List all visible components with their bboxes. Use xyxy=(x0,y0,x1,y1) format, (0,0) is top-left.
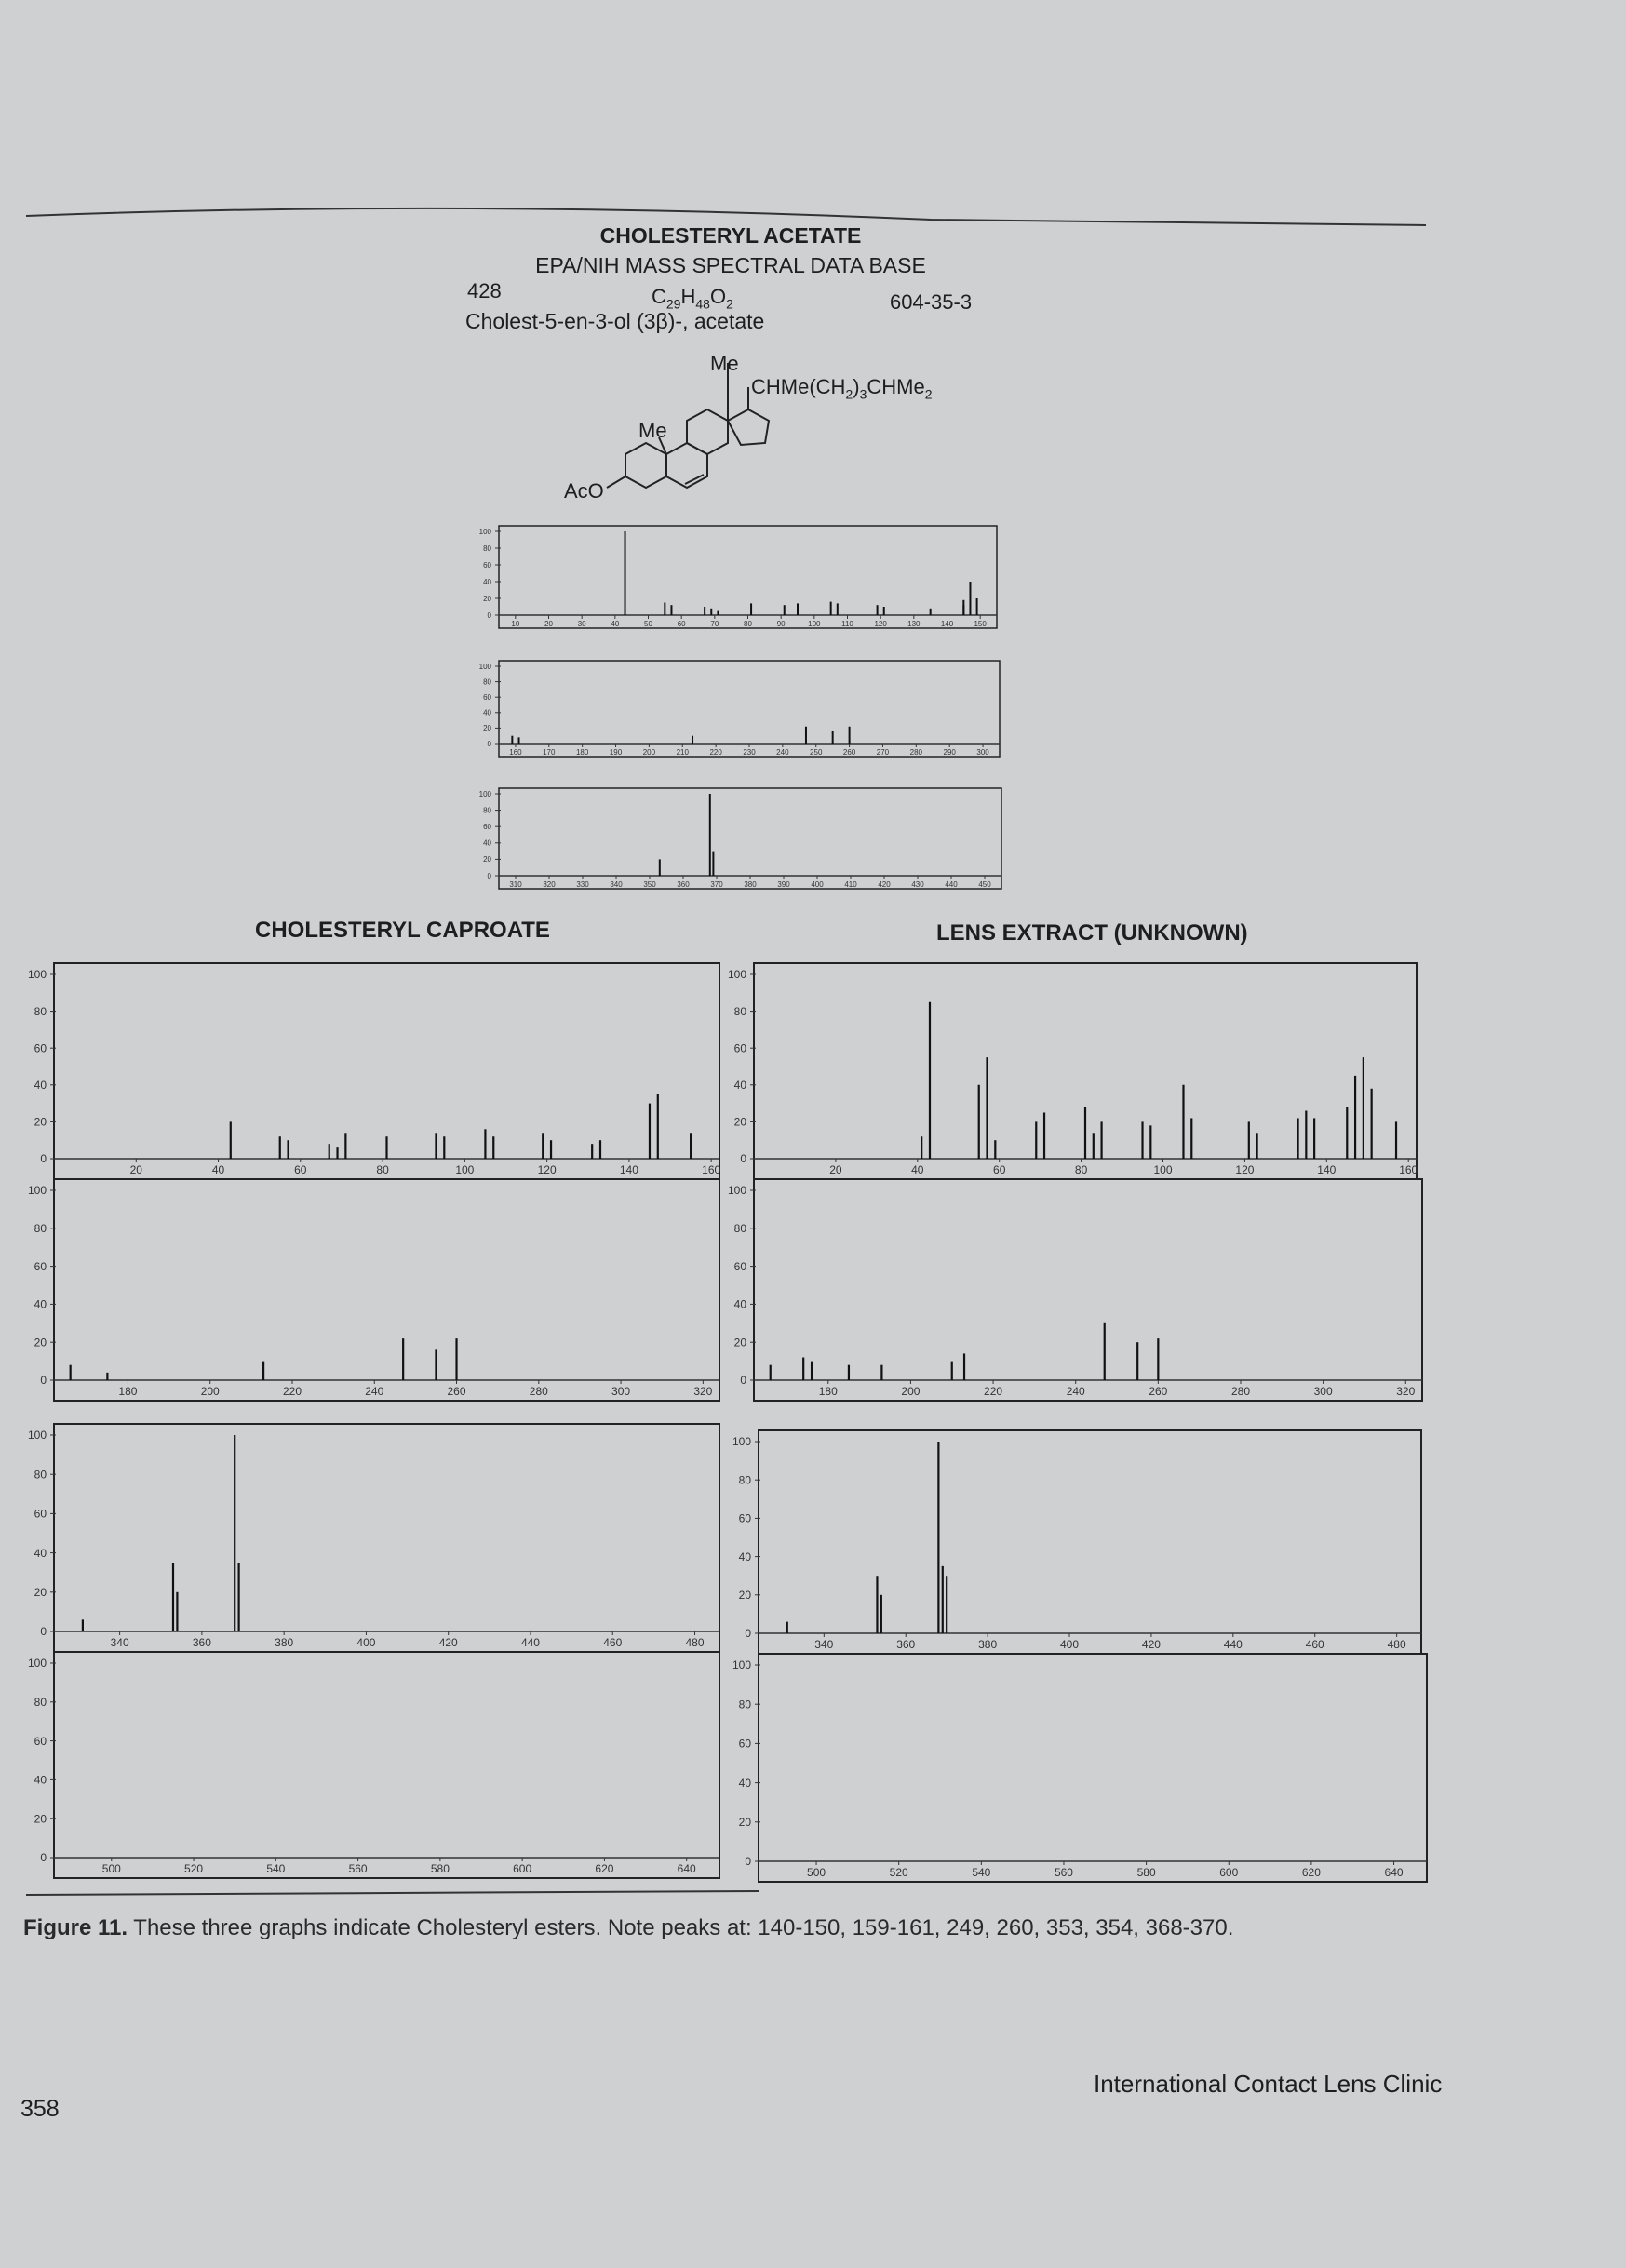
panel-frame xyxy=(54,1424,719,1652)
y-tick-label: 0 xyxy=(40,1152,47,1166)
x-tick-label: 220 xyxy=(984,1385,1003,1398)
panel-frame xyxy=(499,526,997,628)
bottom-rule xyxy=(0,1885,838,1903)
x-tick-label: 160 xyxy=(1399,1163,1418,1176)
x-tick-label: 360 xyxy=(896,1638,916,1651)
lens-title: LENS EXTRACT (UNKNOWN) xyxy=(936,920,1248,946)
caproate-spectrum-upper xyxy=(27,959,749,1410)
x-tick-label: 440 xyxy=(520,1636,540,1649)
structure-me-ring: Me xyxy=(638,419,667,442)
y-tick-label: 100 xyxy=(732,1435,751,1449)
x-tick-label: 400 xyxy=(811,880,824,889)
x-tick-label: 370 xyxy=(710,880,723,889)
x-tick-label: 420 xyxy=(438,1636,458,1649)
x-tick-label: 390 xyxy=(777,880,790,889)
y-tick-label: 80 xyxy=(738,1473,751,1487)
x-tick-label: 200 xyxy=(200,1385,220,1398)
panel-frame xyxy=(499,788,1001,889)
x-tick-label: 20 xyxy=(544,620,553,628)
y-tick-label: 0 xyxy=(745,1855,751,1869)
y-tick-label: 40 xyxy=(733,1079,746,1092)
x-tick-label: 620 xyxy=(1301,1866,1321,1879)
panel-frame xyxy=(759,1430,1421,1654)
lens-spectrum-upper xyxy=(727,959,1433,1410)
y-tick-label: 40 xyxy=(34,1546,47,1560)
y-tick-label: 20 xyxy=(483,724,491,733)
x-tick-label: 320 xyxy=(1396,1385,1416,1398)
compound-title: CHOLESTERYL ACETATE xyxy=(599,223,862,248)
y-tick-label: 60 xyxy=(733,1259,746,1273)
acetate-spectrum xyxy=(465,507,1024,898)
y-tick-label: 80 xyxy=(34,1004,47,1018)
x-tick-label: 240 xyxy=(365,1385,384,1398)
x-tick-label: 180 xyxy=(818,1385,838,1398)
x-tick-label: 400 xyxy=(356,1636,376,1649)
x-tick-label: 120 xyxy=(874,620,887,628)
y-tick-label: 20 xyxy=(34,1115,47,1129)
x-tick-label: 300 xyxy=(1313,1385,1333,1398)
y-tick-label: 80 xyxy=(34,1696,47,1709)
panel-frame xyxy=(759,1654,1427,1882)
y-tick-label: 60 xyxy=(483,823,491,831)
y-tick-label: 100 xyxy=(27,1429,47,1443)
x-tick-label: 180 xyxy=(118,1385,138,1398)
x-tick-label: 280 xyxy=(1230,1385,1251,1398)
x-tick-label: 180 xyxy=(575,748,589,757)
y-tick-label: 60 xyxy=(34,1259,47,1273)
x-tick-label: 320 xyxy=(543,880,556,889)
caproate-title: CHOLESTERYL CAPROATE xyxy=(255,918,550,943)
y-tick-label: 40 xyxy=(733,1297,746,1311)
x-tick-label: 400 xyxy=(1060,1638,1080,1651)
x-tick-label: 60 xyxy=(294,1163,307,1176)
structure-aco: AcO xyxy=(564,479,604,503)
y-tick-label: 80 xyxy=(483,806,491,815)
x-tick-label: 340 xyxy=(110,1636,129,1649)
x-tick-label: 120 xyxy=(537,1163,557,1176)
x-tick-label: 620 xyxy=(595,1862,614,1875)
y-tick-label: 60 xyxy=(34,1507,47,1521)
x-tick-label: 640 xyxy=(1384,1866,1404,1879)
x-tick-label: 420 xyxy=(878,880,891,889)
x-tick-label: 440 xyxy=(1223,1638,1243,1651)
y-tick-label: 0 xyxy=(40,1625,47,1639)
y-tick-label: 80 xyxy=(738,1698,751,1711)
x-tick-label: 310 xyxy=(509,880,522,889)
lens-spectrum-lower xyxy=(732,1426,1438,1889)
x-tick-label: 40 xyxy=(211,1163,225,1176)
x-tick-label: 230 xyxy=(743,748,756,757)
y-tick-label: 80 xyxy=(34,1222,47,1235)
database-name: EPA/NIH MASS SPECTRAL DATA BASE xyxy=(535,253,926,277)
y-tick-label: 20 xyxy=(733,1335,746,1349)
y-tick-label: 40 xyxy=(738,1776,751,1790)
y-tick-label: 100 xyxy=(732,1658,751,1672)
y-tick-label: 100 xyxy=(27,1184,47,1198)
y-tick-label: 0 xyxy=(487,871,491,880)
y-tick-label: 40 xyxy=(483,708,491,718)
x-tick-label: 200 xyxy=(901,1385,921,1398)
x-tick-label: 270 xyxy=(876,748,890,757)
x-tick-label: 90 xyxy=(776,620,786,628)
x-tick-label: 280 xyxy=(909,748,923,757)
panel-frame xyxy=(754,1179,1422,1401)
x-tick-label: 240 xyxy=(776,748,789,757)
y-tick-label: 80 xyxy=(34,1468,47,1482)
panel-frame xyxy=(54,1179,719,1401)
x-tick-label: 640 xyxy=(677,1862,696,1875)
x-tick-label: 540 xyxy=(266,1862,286,1875)
panel-frame xyxy=(499,661,1000,757)
x-tick-label: 460 xyxy=(603,1636,623,1649)
entry-number: 428 xyxy=(467,279,502,302)
x-tick-label: 430 xyxy=(911,880,924,889)
y-tick-label: 60 xyxy=(483,693,491,702)
y-tick-label: 40 xyxy=(34,1297,47,1311)
x-tick-label: 140 xyxy=(1317,1163,1337,1176)
caption-text: These three graphs indicate Cholesteryl esters. Note peaks at: 140-150, 159-161, 249, 260, 353, 354, 368-370. xyxy=(133,1915,1234,1940)
y-tick-label: 20 xyxy=(738,1816,751,1829)
x-tick-label: 450 xyxy=(978,880,991,889)
x-tick-label: 580 xyxy=(430,1862,450,1875)
y-tick-label: 40 xyxy=(34,1079,47,1092)
x-tick-label: 150 xyxy=(974,620,987,628)
y-tick-label: 0 xyxy=(487,611,491,620)
x-tick-label: 480 xyxy=(685,1636,705,1649)
x-tick-label: 30 xyxy=(577,620,586,628)
y-tick-label: 100 xyxy=(478,789,491,798)
x-tick-label: 40 xyxy=(611,620,620,628)
x-tick-label: 120 xyxy=(1235,1163,1255,1176)
x-tick-label: 60 xyxy=(993,1163,1006,1176)
x-tick-label: 380 xyxy=(978,1638,998,1651)
x-tick-label: 340 xyxy=(814,1638,834,1651)
y-tick-label: 0 xyxy=(40,1374,47,1388)
x-tick-label: 70 xyxy=(710,620,719,628)
x-tick-label: 520 xyxy=(184,1862,204,1875)
journal-name: International Contact Lens Clinic xyxy=(1094,2070,1443,2098)
x-tick-label: 330 xyxy=(576,880,589,889)
y-tick-label: 40 xyxy=(738,1550,751,1563)
steroid-structure xyxy=(549,344,977,512)
y-tick-label: 20 xyxy=(34,1812,47,1826)
x-tick-label: 460 xyxy=(1305,1638,1324,1651)
y-tick-label: 60 xyxy=(34,1041,47,1055)
y-tick-label: 100 xyxy=(478,527,491,536)
x-tick-label: 210 xyxy=(676,748,689,757)
structure-me-top: Me xyxy=(710,352,739,375)
x-tick-label: 200 xyxy=(642,748,656,757)
y-tick-label: 80 xyxy=(483,544,491,553)
x-tick-label: 500 xyxy=(101,1862,121,1875)
x-tick-label: 600 xyxy=(1219,1866,1239,1879)
x-tick-label: 160 xyxy=(509,748,522,757)
molecular-formula: $C_{29}H_{48}O_2$ xyxy=(652,285,733,312)
y-tick-label: 80 xyxy=(733,1222,746,1235)
y-tick-label: 0 xyxy=(745,1627,751,1641)
y-tick-label: 0 xyxy=(487,739,491,748)
x-tick-label: 540 xyxy=(972,1866,991,1879)
x-tick-label: 100 xyxy=(455,1163,475,1176)
y-tick-label: 0 xyxy=(740,1374,746,1388)
x-tick-label: 40 xyxy=(911,1163,924,1176)
x-tick-label: 20 xyxy=(829,1163,842,1176)
x-tick-label: 170 xyxy=(543,748,556,757)
y-tick-label: 60 xyxy=(733,1041,746,1055)
y-tick-label: 80 xyxy=(483,678,491,687)
x-tick-label: 380 xyxy=(275,1636,294,1649)
y-tick-label: 40 xyxy=(483,839,491,848)
x-tick-label: 10 xyxy=(511,620,520,628)
page-number: 358 xyxy=(20,2096,60,2122)
y-tick-label: 100 xyxy=(727,1184,746,1198)
panel-frame xyxy=(54,1652,719,1878)
x-tick-label: 350 xyxy=(643,880,656,889)
x-tick-label: 80 xyxy=(744,620,752,628)
x-tick-label: 160 xyxy=(702,1163,721,1176)
x-tick-label: 140 xyxy=(619,1163,638,1176)
x-tick-label: 380 xyxy=(744,880,757,889)
x-tick-label: 320 xyxy=(693,1385,713,1398)
x-tick-label: 240 xyxy=(1066,1385,1085,1398)
x-tick-label: 560 xyxy=(1054,1866,1073,1879)
x-tick-label: 360 xyxy=(192,1636,211,1649)
x-tick-label: 260 xyxy=(447,1385,466,1398)
x-tick-label: 250 xyxy=(810,748,823,757)
x-tick-label: 260 xyxy=(1149,1385,1168,1398)
y-tick-label: 40 xyxy=(34,1773,47,1787)
x-tick-label: 580 xyxy=(1136,1866,1156,1879)
x-tick-label: 360 xyxy=(677,880,690,889)
y-tick-label: 60 xyxy=(738,1737,751,1751)
y-tick-label: 60 xyxy=(34,1734,47,1748)
x-tick-label: 500 xyxy=(807,1866,826,1879)
y-tick-label: 20 xyxy=(483,855,491,865)
x-tick-label: 300 xyxy=(611,1385,631,1398)
x-tick-label: 410 xyxy=(844,880,857,889)
y-tick-label: 20 xyxy=(34,1586,47,1599)
y-tick-label: 20 xyxy=(738,1589,751,1602)
x-tick-label: 190 xyxy=(609,748,623,757)
x-tick-label: 220 xyxy=(282,1385,302,1398)
x-tick-label: 80 xyxy=(1074,1163,1088,1176)
y-tick-label: 40 xyxy=(483,577,491,586)
x-tick-label: 60 xyxy=(677,620,686,628)
x-tick-label: 340 xyxy=(610,880,623,889)
x-tick-label: 260 xyxy=(842,748,856,757)
x-tick-label: 20 xyxy=(129,1163,142,1176)
y-tick-label: 100 xyxy=(27,1657,47,1671)
x-tick-label: 220 xyxy=(709,748,722,757)
x-tick-label: 280 xyxy=(529,1385,548,1398)
structure-side-chain: $CHMe(CH_2)_3CHMe_2$ xyxy=(751,375,933,402)
x-tick-label: 440 xyxy=(945,880,958,889)
x-tick-label: 300 xyxy=(976,748,989,757)
y-tick-label: 60 xyxy=(738,1511,751,1525)
x-tick-label: 600 xyxy=(513,1862,532,1875)
x-tick-label: 130 xyxy=(907,620,921,628)
y-tick-label: 20 xyxy=(483,594,491,603)
x-tick-label: 100 xyxy=(808,620,821,628)
x-tick-label: 560 xyxy=(348,1862,368,1875)
y-tick-label: 80 xyxy=(733,1004,746,1018)
x-tick-label: 80 xyxy=(376,1163,389,1176)
y-tick-label: 20 xyxy=(733,1115,746,1129)
y-tick-label: 20 xyxy=(34,1335,47,1349)
caproate-spectrum-lower xyxy=(27,1419,749,1889)
x-tick-label: 520 xyxy=(889,1866,908,1879)
x-tick-label: 50 xyxy=(644,620,652,628)
y-tick-label: 100 xyxy=(727,968,746,982)
y-tick-label: 0 xyxy=(40,1851,47,1865)
y-tick-label: 0 xyxy=(740,1152,746,1166)
systematic-name: Cholest-5-en-3-ol (3β)-, acetate xyxy=(465,309,765,333)
x-tick-label: 420 xyxy=(1141,1638,1161,1651)
y-tick-label: 100 xyxy=(478,662,491,671)
figure-caption xyxy=(23,1915,1419,1941)
x-tick-label: 290 xyxy=(943,748,956,757)
y-tick-label: 60 xyxy=(483,560,491,570)
x-tick-label: 100 xyxy=(1153,1163,1173,1176)
x-tick-label: 480 xyxy=(1387,1638,1406,1651)
cas-number: 604-35-3 xyxy=(890,290,973,314)
y-tick-label: 100 xyxy=(27,968,47,982)
caption-label: Figure 11. xyxy=(23,1915,128,1940)
x-tick-label: 110 xyxy=(841,620,853,628)
x-tick-label: 140 xyxy=(940,620,954,628)
